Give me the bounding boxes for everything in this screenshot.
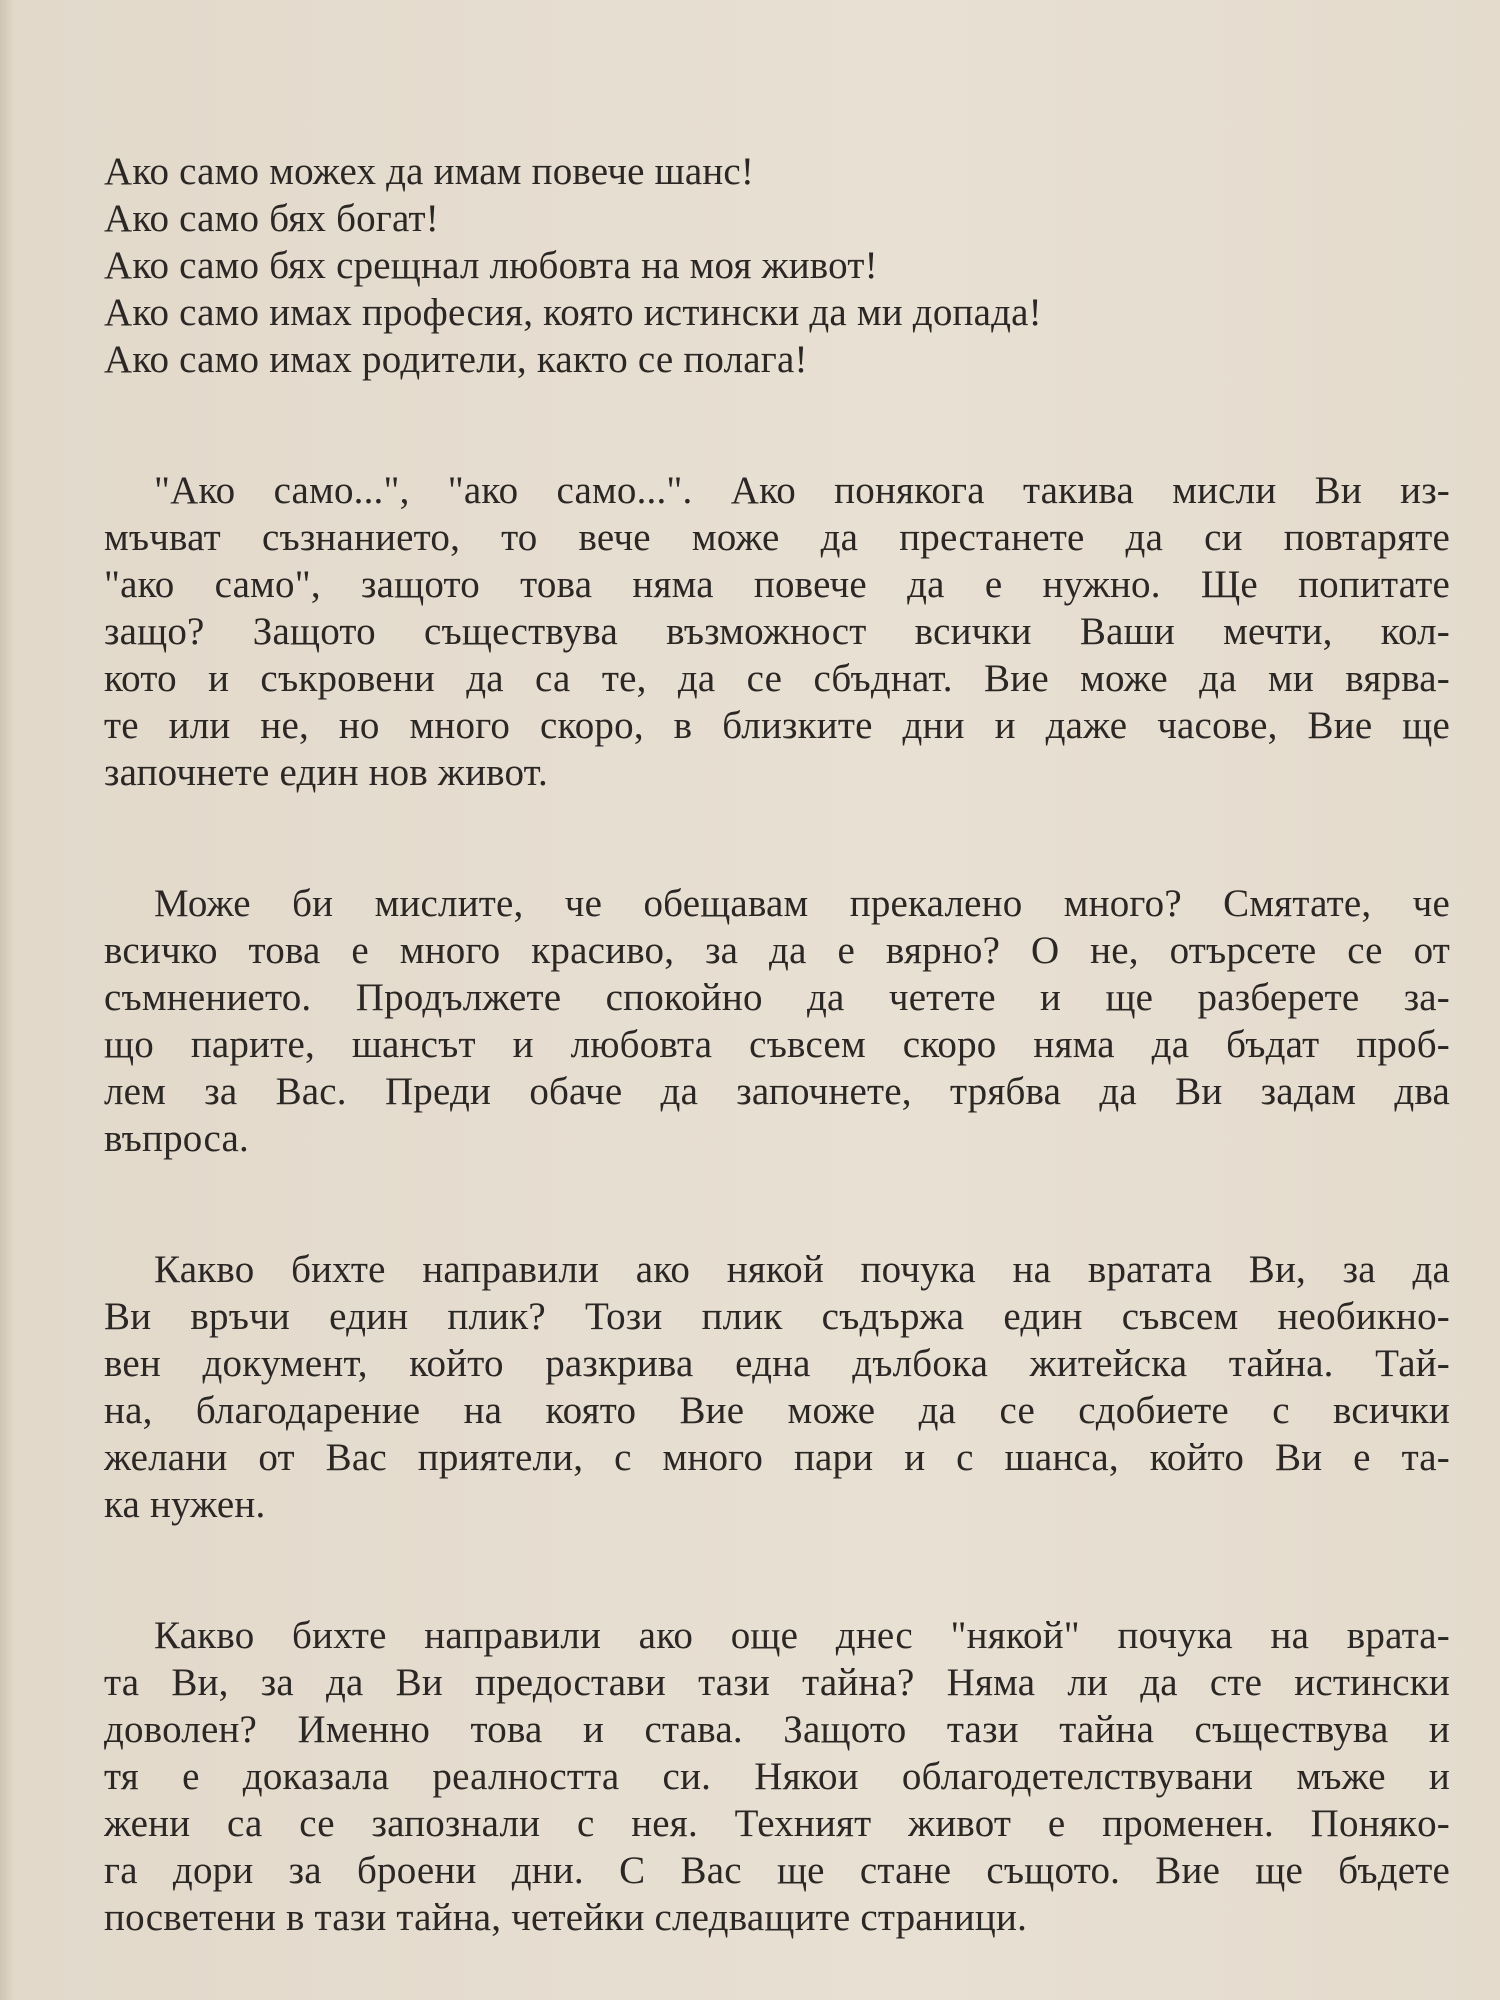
text-line: та Ви, за да Ви предостави тази тайна? Няма ли да сте истински: [104, 1661, 1450, 1704]
text-line: жени са се запознали с нея. Техният живот е променен. Понякo-: [104, 1802, 1450, 1845]
text-line: кото и съкровени да са те, да се сбъднат. Вие може да ми вярва-: [104, 657, 1450, 700]
intro-line: Ако само можех да имам повече шанс!: [104, 150, 755, 193]
text-line: посветени в тази тайна, четейки следващите страници.: [104, 1896, 1028, 1939]
paragraph-2: [104, 880, 1450, 1162]
text-line: "ако само", защото това няма повече да е нужно. Ще попитате: [104, 563, 1450, 606]
text-line: Какво бихте направили ако още днес "някой" почука на врата-: [154, 1614, 1450, 1657]
intro-line: Ако само бях богат!: [104, 197, 439, 240]
text-line: Може би мислите, че обещавам прекалено много? Смятате, че: [154, 882, 1450, 925]
text-line: ка нужен.: [104, 1483, 266, 1526]
text-line: що парите, шансът и любовта съвсем скоро няма да бъдат проб-: [104, 1023, 1450, 1066]
intro-list: [104, 148, 1450, 383]
text-line: защо? Защото съществува възможност всички Ваши мечти, кол-: [104, 610, 1450, 653]
text-line: Ви връчи един плик? Този плик съдържа един съвсем необикно-: [104, 1295, 1450, 1338]
text-line: започнете един нов живот.: [104, 751, 548, 794]
text-line: на, благодарение на която Вие може да се сдобиете с всички: [104, 1389, 1450, 1432]
text-line: въпроса.: [104, 1117, 249, 1160]
text-line: "Ако само...", "ако само...". Ако понякога такива мисли Ви из-: [154, 469, 1450, 512]
paragraph-3: [104, 1246, 1450, 1528]
intro-line: Ако само бях срещнал любовта на моя живот!: [104, 244, 878, 287]
text-line: Какво бихте направили ако някой почука на вратата Ви, за да: [154, 1248, 1450, 1291]
text-line: желани от Вас приятели, с много пари и с шанса, който Ви е та-: [104, 1436, 1450, 1479]
paragraph-4: [104, 1612, 1450, 1941]
text-line: тя е доказала реалността си. Някои облагодетелствувани мъже и: [104, 1755, 1450, 1798]
intro-line: Ако само имах професия, която истински да ми допада!: [104, 291, 1042, 334]
text-line: га дори за броени дни. С Вас ще стане същото. Вие ще бъдете: [104, 1849, 1450, 1892]
paragraph-1: [104, 467, 1450, 796]
text-line: мъчват съзнанието, то вече може да престанете да си повтаряте: [104, 516, 1450, 559]
text-line: вен документ, който разкрива една дълбока житейска тайна. Тай-: [104, 1342, 1450, 1385]
text-line: лем за Вас. Преди обаче да започнете, трябва да Ви задам два: [104, 1070, 1450, 1113]
intro-line: Ако само имах родители, както се полага!: [104, 338, 808, 381]
text-line: съмнението. Продължете спокойно да четете и ще разберете за-: [104, 976, 1450, 1019]
text-line: те или не, но много скоро, в близките дни и даже часове, Вие ще: [104, 704, 1450, 747]
text-line: доволен? Именно това и става. Защото тази тайна съществува и: [104, 1708, 1450, 1751]
book-page: [104, 148, 1450, 1941]
text-line: всичко това е много красиво, за да е вярно? О не, отърсете се от: [104, 929, 1450, 972]
